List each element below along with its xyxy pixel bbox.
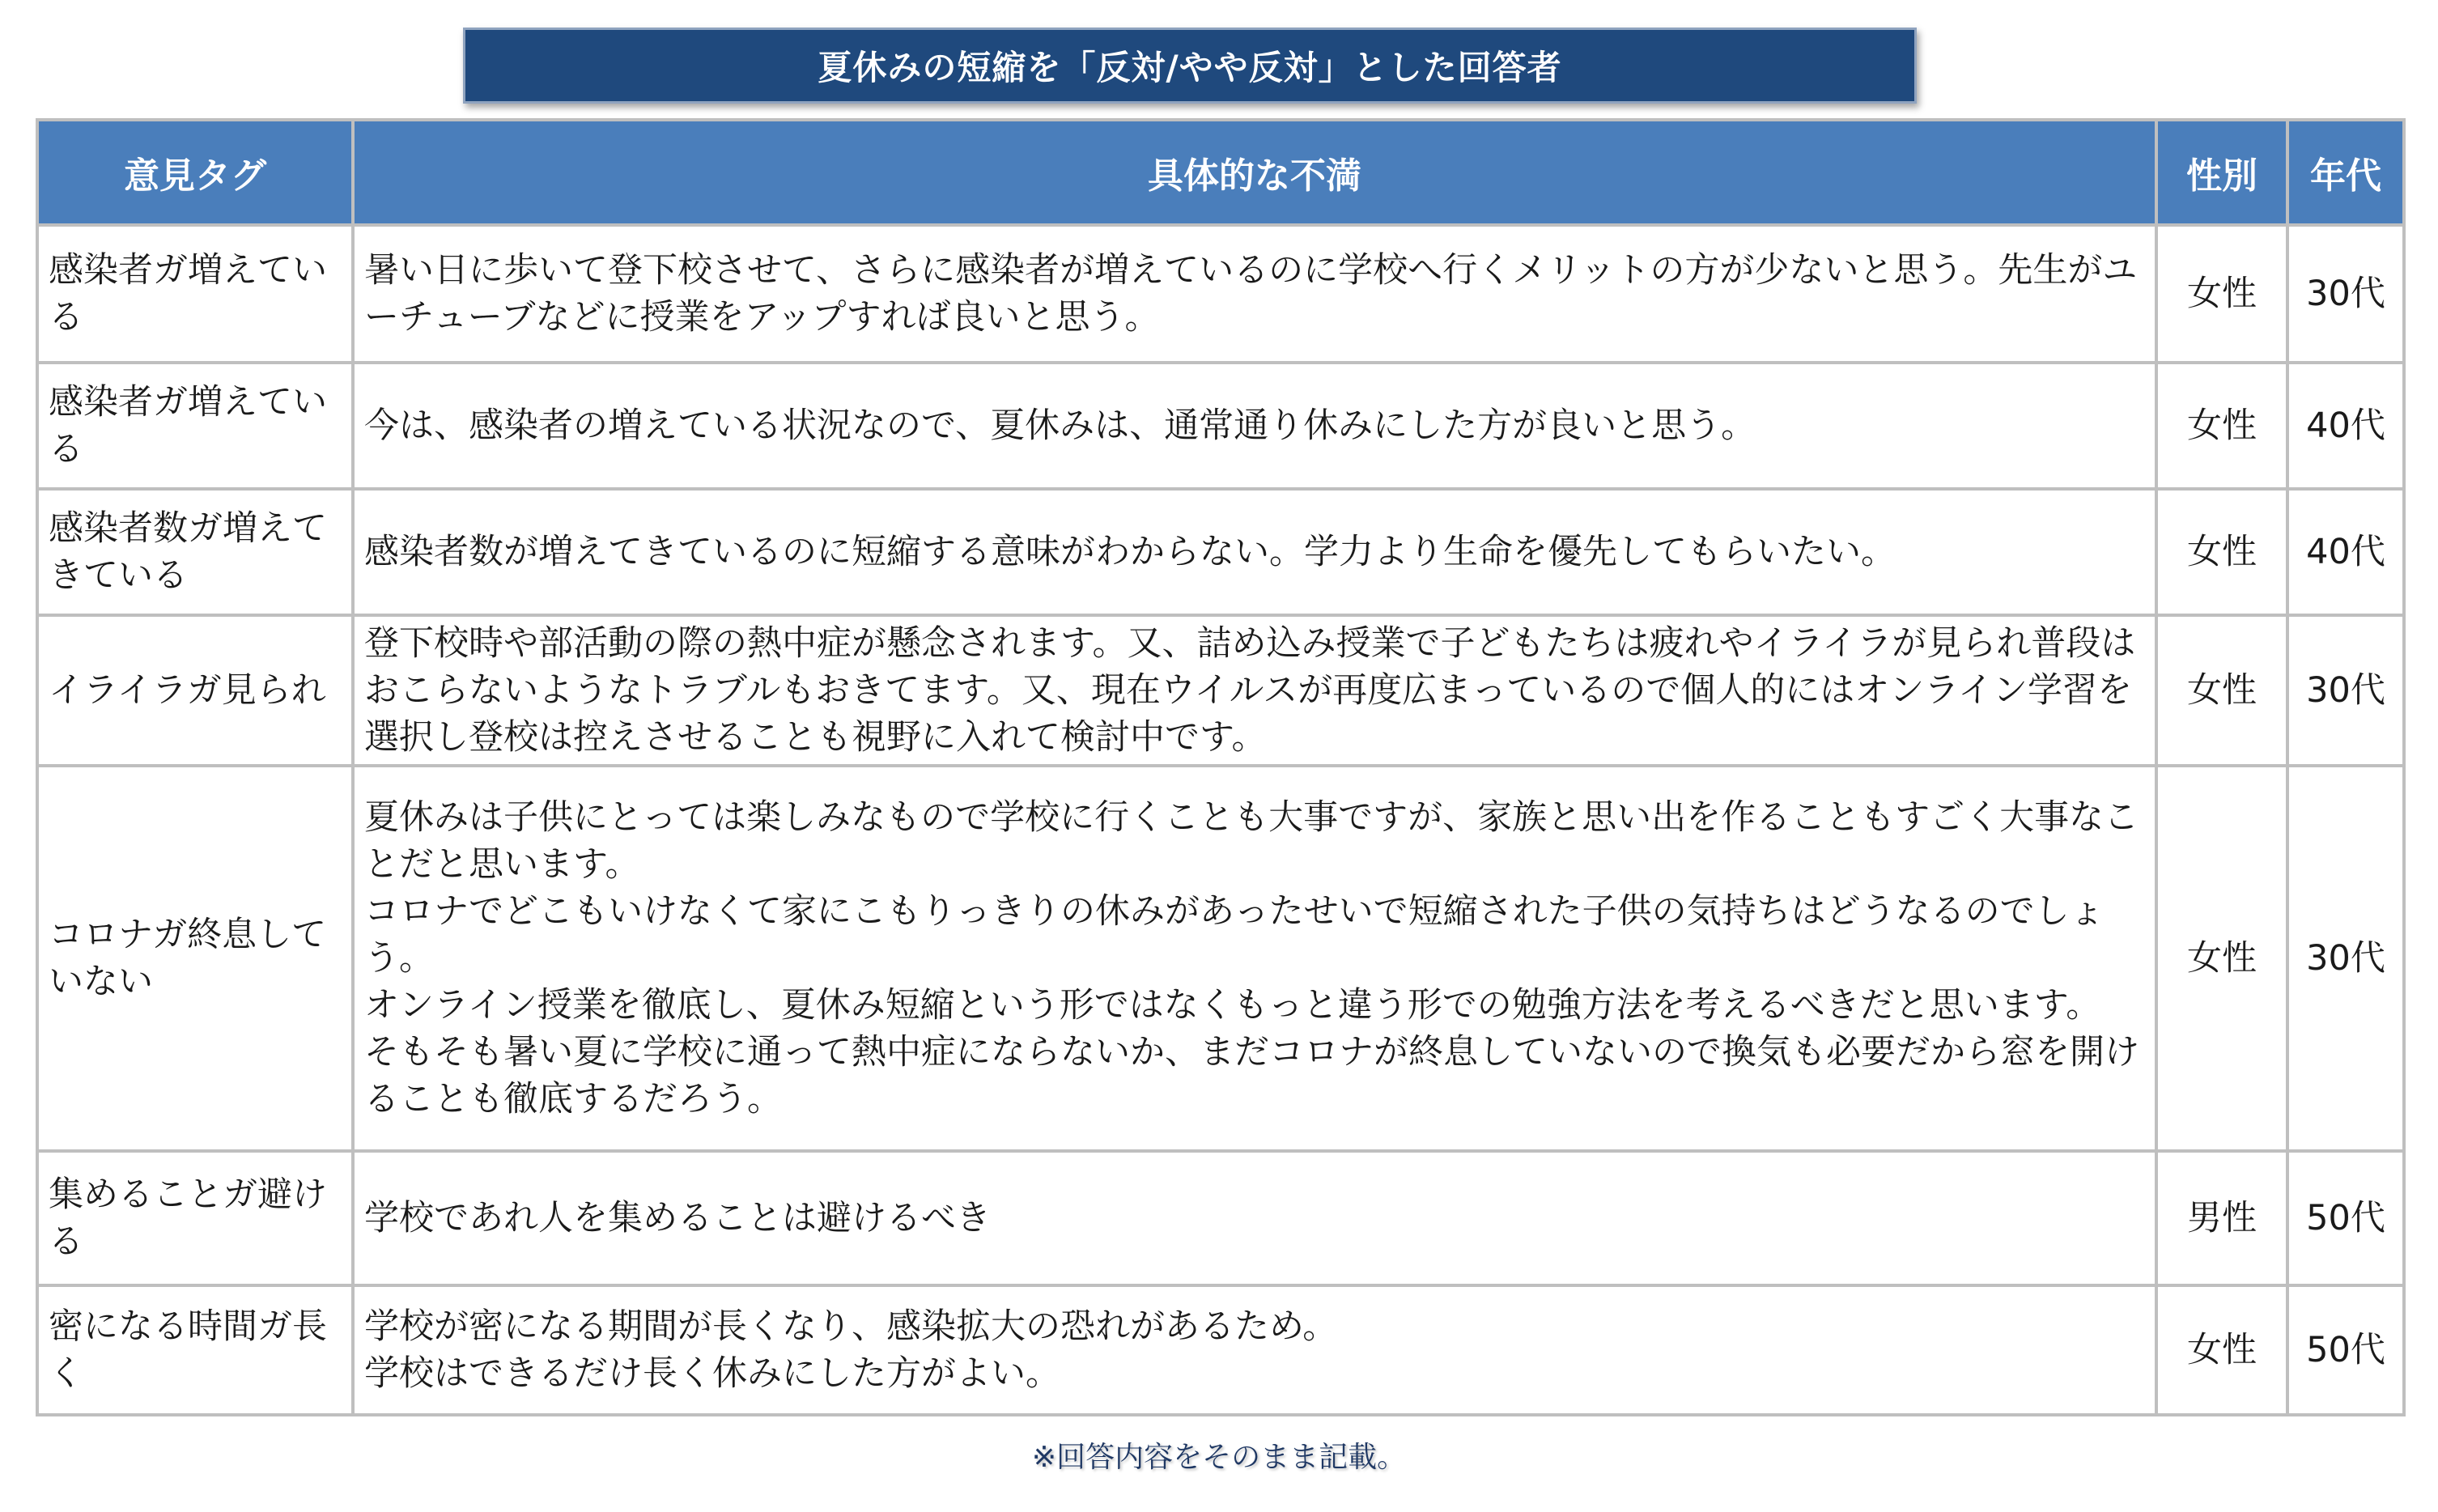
table-row — [37, 1285, 2404, 1415]
detail-cell: 学校であれ人を集めることは避けるべき — [353, 1151, 2156, 1285]
table-row — [37, 225, 2404, 363]
detail-cell: 登下校時や部活動の際の熱中症が懸念されます。又、詰め込み授業で子どもたちは疲れやイライラが見られ普段はおこらないようなトラブルもおきてます。又、現在ウイルスが再度広まっているので個人的にはオンライン学習を選択し登校は控えさせることも視野に入れて検討中です。 — [353, 615, 2156, 766]
opinion-tag-cell: 集めることガ避ける — [37, 1151, 353, 1285]
age-cell: 30代 — [2287, 225, 2404, 363]
opinion-tag-cell: コロナガ終息していない — [37, 766, 353, 1151]
opinion-tag-cell: 密になる時間ガ長く — [37, 1285, 353, 1415]
table-header-row — [37, 120, 2404, 225]
gender-cell: 女性 — [2156, 1285, 2287, 1415]
table-row — [37, 766, 2404, 1151]
table-row — [37, 615, 2404, 766]
table-row — [37, 1151, 2404, 1285]
gender-cell: 女性 — [2156, 489, 2287, 615]
detail-cell: 暑い日に歩いて登下校させて、さらに感染者が増えているのに学校へ行くメリットの方が少ないと思う。先生がユーチューブなどに授業をアップすれば良いと思う。 — [353, 225, 2156, 363]
opinion-tag-cell: イライラガ見られ — [37, 615, 353, 766]
table-row — [37, 363, 2404, 489]
header-opinion-tag: 意見タグ — [37, 120, 353, 225]
opinion-tag-cell: 感染者数ガ増えてきている — [37, 489, 353, 615]
gender-cell: 女性 — [2156, 225, 2287, 363]
gender-cell: 男性 — [2156, 1151, 2287, 1285]
footnote: ※回答内容をそのまま記載。 — [1031, 1441, 1407, 1474]
header-age: 年代 — [2287, 120, 2404, 225]
age-cell: 50代 — [2287, 1151, 2404, 1285]
header-gender: 性別 — [2156, 120, 2287, 225]
gender-cell: 女性 — [2156, 766, 2287, 1151]
age-cell: 30代 — [2287, 615, 2404, 766]
age-cell: 40代 — [2287, 363, 2404, 489]
detail-cell: 夏休みは子供にとっては楽しみなもので学校に行くことも大事ですが、家族と思い出を作ることもすごく大事なことだと思います。 コロナでどこもいけなくて家にこもりっきりの休みがあったせいで短縮された子供の気持ちはどうなるのでしょう。 オンライン授業を徹底し、夏休み短縮という形ではなくもっと違う形での勉強方法を考えるべきだと思います。 そもそも暑い夏に学校に通って熱中症にならないか、まだコロナが終息していないので換気も必要だから窓を開けることも徹底するだろう。 — [353, 766, 2156, 1151]
survey-table — [36, 118, 2406, 1416]
opinion-tag-cell: 感染者ガ増えている — [37, 363, 353, 489]
detail-cell: 今は、感染者の増えている状況なので、夏休みは、通常通り休みにした方が良いと思う。 — [353, 363, 2156, 489]
detail-cell: 学校が密になる期間が長くなり、感染拡大の恐れがあるため。 学校はできるだけ長く休みにした方がよい。 — [353, 1285, 2156, 1415]
table-row — [37, 489, 2404, 615]
gender-cell: 女性 — [2156, 363, 2287, 489]
detail-cell: 感染者数が増えてきているのに短縮する意味がわからない。学力より生命を優先してもらいたい。 — [353, 489, 2156, 615]
header-detail: 具体的な不満 — [353, 120, 2156, 225]
page-title: 夏休みの短縮を「反対/やや反対」とした回答者 — [463, 28, 1917, 104]
opinion-tag-cell: 感染者ガ増えている — [37, 225, 353, 363]
age-cell: 30代 — [2287, 766, 2404, 1151]
age-cell: 40代 — [2287, 489, 2404, 615]
gender-cell: 女性 — [2156, 615, 2287, 766]
age-cell: 50代 — [2287, 1285, 2404, 1415]
